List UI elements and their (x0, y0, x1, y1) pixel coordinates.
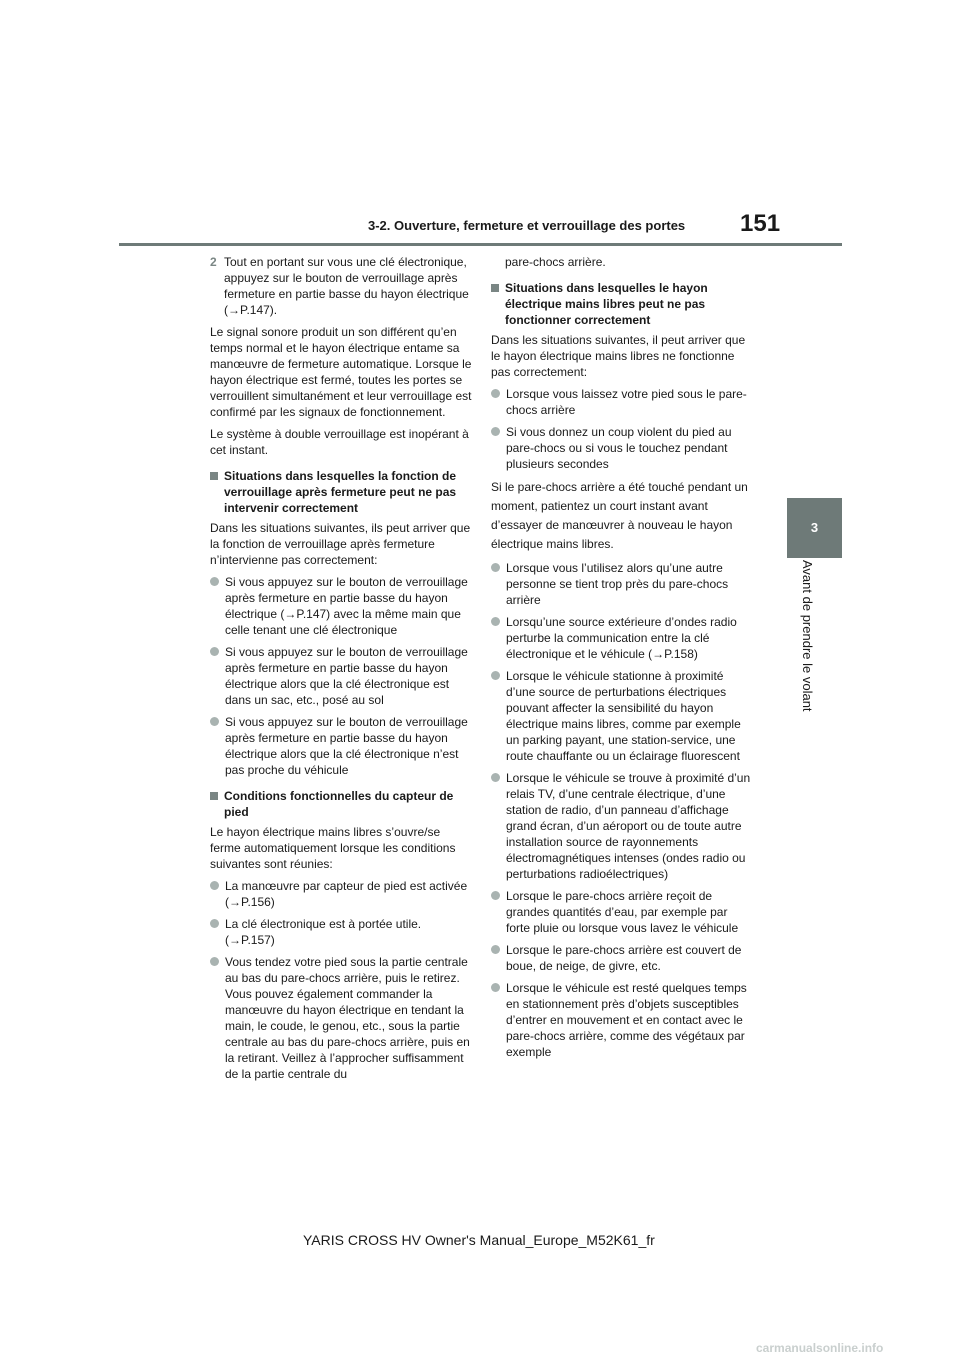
section-intro: Dans les situations suivantes, ils peut arriver que la fonction de verrouillage après fermeture n’intervienne pas correctement: (210, 521, 471, 567)
footer-text: YARIS CROSS HV Owner's Manual_Europe_M52K61_fr (303, 1232, 655, 1248)
list-item (210, 714, 472, 778)
list-item (491, 980, 753, 1060)
list-item (491, 614, 753, 662)
bullet-dot-icon (491, 891, 500, 900)
list-item-text: La clé électronique est à portée utile. (→P.157) (225, 917, 422, 947)
bullet-dot-icon (491, 427, 500, 436)
bullet-dot-icon (210, 577, 219, 586)
list-item (210, 954, 472, 1082)
list-item-text: Vous tendez votre pied sous la partie centrale au bas du pare-chocs arrière, puis le retirez. Vous pouvez également commander la manœuvre du hayon électrique en tendant la main, le coude, le genou, etc., sous la partie centrale au bas du pare-chocs arrière, puis en la retirant. Veillez à l’approcher suffisamment de la partie centrale du (225, 955, 470, 1081)
list-item (491, 888, 753, 936)
continuation-text: pare-chocs arrière. (505, 255, 606, 269)
square-bullet-icon (210, 792, 218, 800)
list-item (210, 916, 472, 948)
bullet-dot-icon (210, 957, 219, 966)
right-column (491, 254, 753, 1066)
section-title: 3-2. Ouverture, fermeture et verrouillage des portes (368, 218, 686, 233)
bullet-dot-icon (491, 617, 500, 626)
watermark: carmanualsonline.info (756, 1341, 884, 1355)
left-column (210, 254, 472, 1088)
chapter-label: Avant de prendre le volant (800, 560, 815, 712)
list-item (491, 668, 753, 764)
list-item-text: Lorsqu’une source extérieure d’ondes radio perturbe la communication entre la clé électronique et le véhicule (→P.158) (506, 615, 737, 661)
list-item (491, 560, 753, 608)
bullet-dot-icon (491, 563, 500, 572)
step-text: Tout en portant sur vous une clé électronique, appuyez sur le bouton de verrouillage après fermeture en partie basse du hayon électrique (→P.147). (224, 255, 469, 317)
list-item-text: Si vous appuyez sur le bouton de verrouillage après fermeture en partie basse du hayon électrique (→P.147) avec la même main que celle tenant une clé électronique (225, 575, 468, 637)
bullet-dot-icon (491, 773, 500, 782)
list-item-text: La manœuvre par capteur de pied est activée (→P.156) (225, 879, 468, 909)
section-intro: Dans les situations suivantes, il peut arriver que le hayon électrique mains libres ne fonctionne pas correctement: (491, 333, 746, 379)
list-item-text: Si vous appuyez sur le bouton de verrouillage après fermeture en partie basse du hayon électrique alors que la clé électronique est dans un sac, etc., posé au sol (225, 645, 468, 707)
bullet-dot-icon (210, 919, 219, 928)
chapter-tab: 3 (787, 498, 842, 558)
list-item-text: Si vous donnez un coup violent du pied au pare-chocs ou si vous le touchez pendant plusieurs secondes (506, 425, 732, 471)
list-item (491, 386, 753, 418)
list-item-text: Lorsque le pare-chocs arrière est couvert de boue, de neige, de givre, etc. (506, 943, 742, 973)
header-rule (119, 243, 842, 246)
list-item (210, 644, 472, 708)
paragraph: Si le pare-chocs arrière a été touché pendant un moment, patientez un court instant avant d’essayer de manœuvrer à nouveau le hayon électrique mains libres. (491, 480, 748, 551)
list-item-text: Lorsque le véhicule stationne à proximité d’une source de perturbations électriques pouvant affecter la sensibilité du hayon électrique mains libres, comme par exemple un parking payant, une station-service, une route chauffante ou un éclairage fluorescent (506, 669, 741, 763)
list-item-text: Lorsque le véhicule est resté quelques temps en stationnement près d’objets susceptibles d’entrer en mouvement et en contact avec le pare-chocs arrière, comme des végétaux par exemple (506, 981, 747, 1059)
section-heading-text: Conditions fonctionnelles du capteur de pied (224, 789, 454, 819)
bullet-dot-icon (210, 717, 219, 726)
list-item (491, 770, 753, 882)
bullet-dot-icon (210, 647, 219, 656)
section-heading-text: Situations dans lesquelles le hayon électrique mains libres peut ne pas fonctionner correctement (505, 281, 708, 327)
list-item (491, 424, 753, 472)
bullet-dot-icon (491, 389, 500, 398)
step-number: 2 (210, 255, 217, 269)
page-number: 151 (740, 210, 781, 237)
paragraph: Le système à double verrouillage est inopérant à cet instant. (210, 427, 469, 457)
bullet-dot-icon (210, 881, 219, 890)
bullet-dot-icon (491, 983, 500, 992)
section-heading (491, 280, 753, 328)
section-heading-text: Situations dans lesquelles la fonction de verrouillage après fermeture peut ne pas intervenir correctement (224, 469, 457, 515)
section-intro: Le hayon électrique mains libres s’ouvre/se ferme automatiquement lorsque les conditions suivantes sont réunies: (210, 825, 456, 871)
list-item-text: Lorsque vous laissez votre pied sous le pare-chocs arrière (506, 387, 747, 417)
paragraph: Le signal sonore produit un son différent qu’en temps normal et le hayon électrique entame sa manœuvre de fermeture automatique. Lorsque le hayon électrique est fermé, toutes les portes se verrouillent simultanément et leur verrouillage est confirmé par les signaux de fonctionnement. (210, 325, 472, 419)
bullet-dot-icon (491, 945, 500, 954)
list-item (210, 574, 472, 638)
section-heading (210, 468, 472, 516)
section-heading (210, 788, 472, 820)
list-item-text: Si vous appuyez sur le bouton de verrouillage après fermeture en partie basse du hayon électrique alors que la clé électronique n’est pas proche du véhicule (225, 715, 468, 777)
step-item (210, 254, 472, 318)
list-item-text: Lorsque vous l’utilisez alors qu’une autre personne se tient trop près du pare-chocs arrière (506, 561, 729, 607)
list-item-text: Lorsque le pare-chocs arrière reçoit de grandes quantités d’eau, par exemple par forte pluie ou lorsque vous lavez le véhicule (506, 889, 739, 935)
bullet-dot-icon (491, 671, 500, 680)
list-item (210, 878, 472, 910)
square-bullet-icon (210, 472, 218, 480)
list-item-text: Lorsque le véhicule se trouve à proximité d’un relais TV, d’une centrale électrique, d’une station de radio, d’un panneau d’affichage grand écran, d’un aéroport ou de toute autre installation source de rayonnements électromagnétiques intenses (ondes radio ou perturbations radioélectriques) (506, 771, 751, 881)
list-item (491, 942, 753, 974)
square-bullet-icon (491, 284, 499, 292)
